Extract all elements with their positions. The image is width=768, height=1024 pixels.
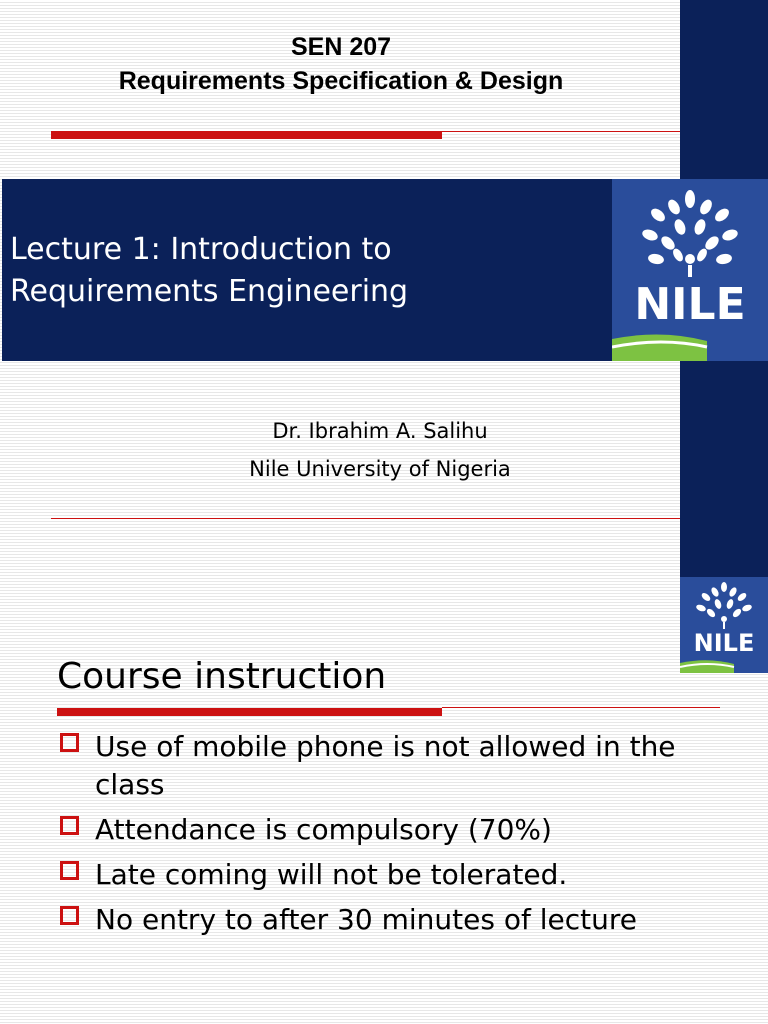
square-bullet-icon — [60, 816, 79, 835]
slide-title-divider-thick — [57, 708, 442, 716]
nile-tree-icon — [612, 179, 768, 361]
slide-title-divider-thin — [442, 707, 720, 708]
lecture-title-line1: Lecture 1: Introduction to — [10, 232, 392, 267]
bullet-text: Late coming will not be tolerated. — [95, 858, 568, 891]
bullet-text: Use of mobile phone is not allowed in the class — [95, 730, 676, 801]
bullet-item — [58, 856, 708, 894]
author-affiliation: Nile University of Nigeria — [249, 457, 511, 481]
author-block — [180, 412, 580, 488]
nile-logo-text-small: NILE — [693, 629, 755, 657]
lecture-title-line2: Requirements Engineering — [10, 274, 409, 309]
bullet-list — [58, 728, 708, 946]
bullet-item — [58, 811, 708, 849]
square-bullet-icon — [60, 906, 79, 925]
square-bullet-icon — [60, 861, 79, 880]
course-code: SEN 207 — [290, 33, 392, 61]
bullet-text: No entry to after 30 minutes of lecture — [95, 903, 637, 936]
course-title: Requirements Specification & Design — [118, 67, 564, 95]
square-bullet-icon — [60, 733, 79, 752]
bullet-item — [58, 728, 708, 804]
bullet-text: Attendance is compulsory (70%) — [95, 813, 552, 846]
title-divider-thin — [442, 131, 680, 132]
title-divider-thick — [51, 131, 442, 139]
nile-logo — [612, 179, 768, 361]
author-name: Dr. Ibrahim A. Salihu — [272, 419, 488, 443]
lecture-banner — [2, 179, 612, 361]
nile-logo-text: NILE — [634, 279, 746, 330]
bottom-divider — [51, 518, 680, 519]
slide-title: Course instruction — [57, 656, 387, 697]
bullet-item — [58, 901, 708, 939]
nile-tree-icon-small — [680, 577, 768, 673]
nile-logo-small — [680, 577, 768, 673]
course-header — [0, 30, 682, 98]
